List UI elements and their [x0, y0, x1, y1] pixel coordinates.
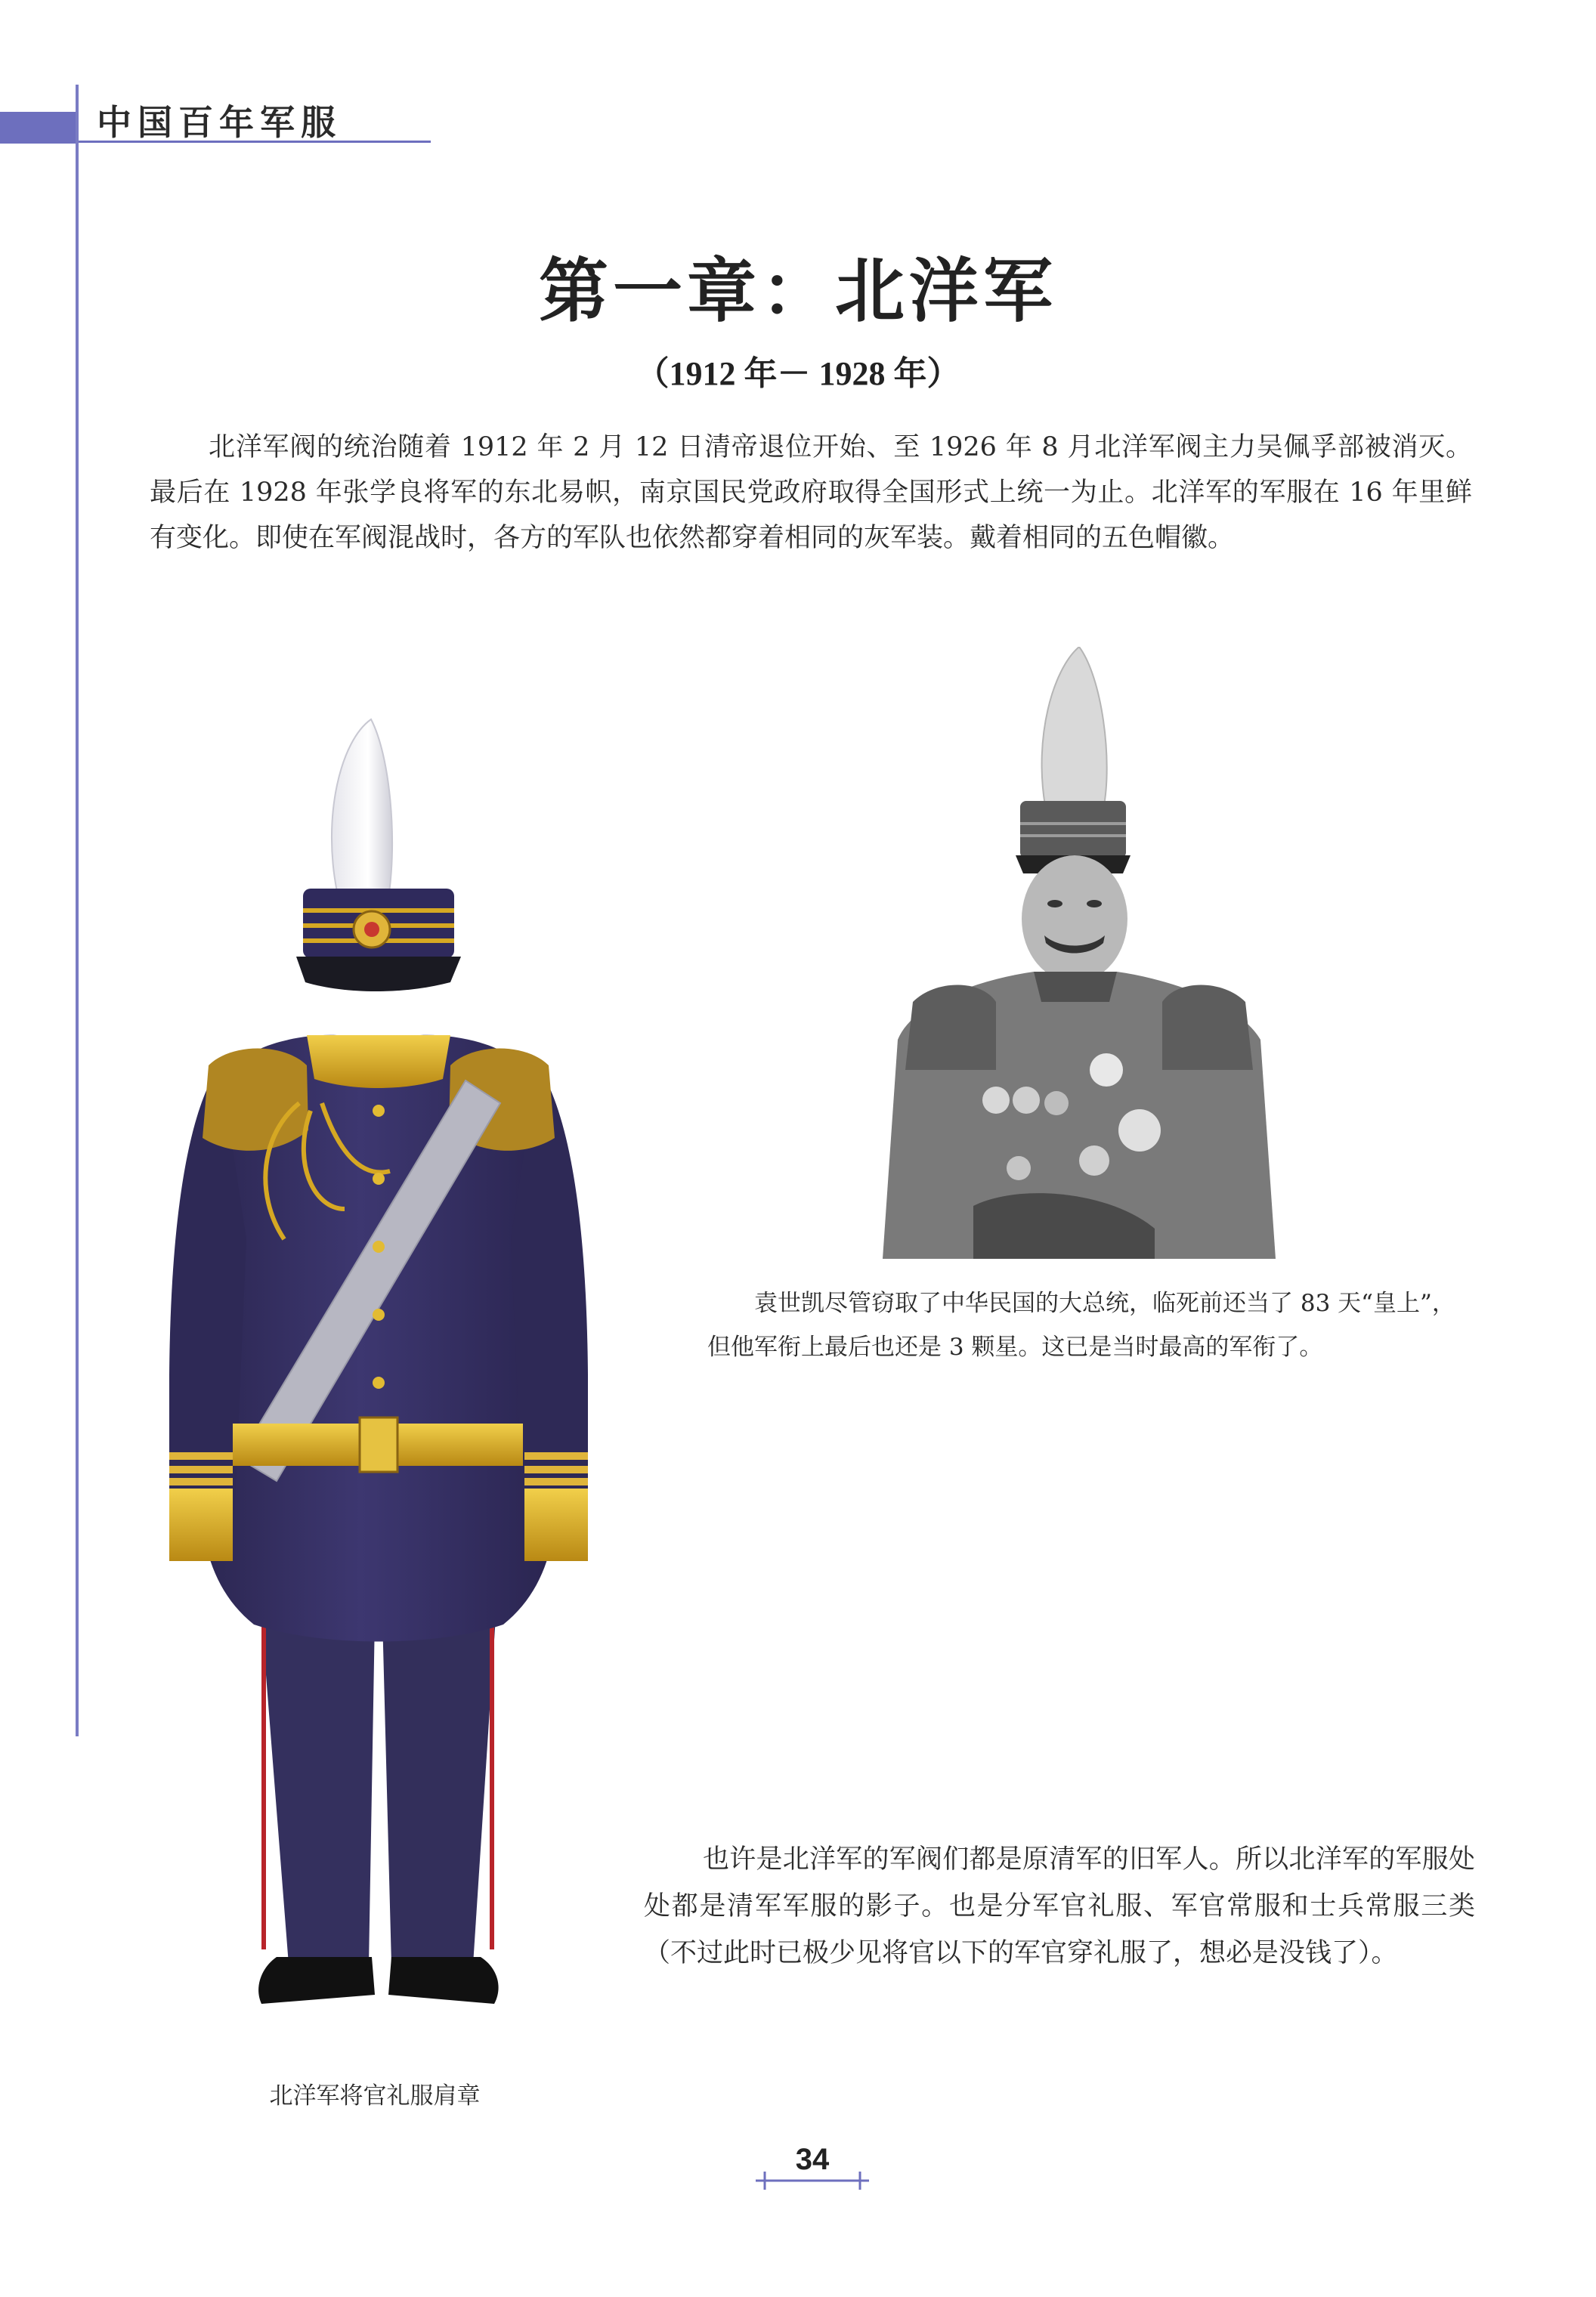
left-cuff [169, 1489, 233, 1561]
left-trouser [261, 1617, 375, 1965]
right-cuff [524, 1489, 588, 1561]
portrait-photo [883, 647, 1276, 1259]
collar [307, 1035, 450, 1088]
page-number: 34 [795, 2143, 830, 2176]
chapter-years: （1912 年－ 1928 年） [636, 355, 960, 392]
chapter-title: 第一章：北洋军 [538, 251, 1057, 332]
photo-caption: 袁世凯尽管窃取了中华民国的大总统，临死前还当了 83 天“皇上”，但他军衔上最后也还是 3 颗星。这已是当时最高的军衔了。 [707, 1290, 1455, 1361]
left-epaulette [203, 1049, 308, 1151]
right-trouser [382, 1617, 496, 1965]
intro-paragraph: 北洋军阀的统治随着 1912 年 2 月 12 日清帝退位开始、至 1926 年 8 月北洋军阀主力吴佩孚部被消灭。最后在 1928 年张学良将军的东北易帜，南京国民党政府取得全国形式上统一为止。北洋军的军服在 16 年里鲜有变化。即使在军阀混战时，各方的军队也依然都穿着相同的灰军装。戴着相同的五色帽徽。 [150, 432, 1472, 553]
belt-buckle [360, 1417, 397, 1472]
uniform-illustration [148, 710, 602, 2055]
right-boot [388, 1957, 499, 2004]
cap-visor [296, 957, 461, 991]
series-title: 中国百年军服 [97, 102, 342, 143]
plume [332, 719, 392, 898]
note-paragraph: 也许是北洋军的军阀们都是原清军的旧军人。所以北洋军的军服处处都是清军军服的影子。也是分军官礼服、军官常服和士兵常服三类（不过此时已极少见将官以下的军官穿礼服了，想必是没钱了）。 [644, 1844, 1475, 1968]
header-accent-bar [0, 112, 76, 144]
left-boot [258, 1957, 375, 2004]
uniform-caption: 北洋军将官礼服肩章 [269, 2082, 481, 2110]
